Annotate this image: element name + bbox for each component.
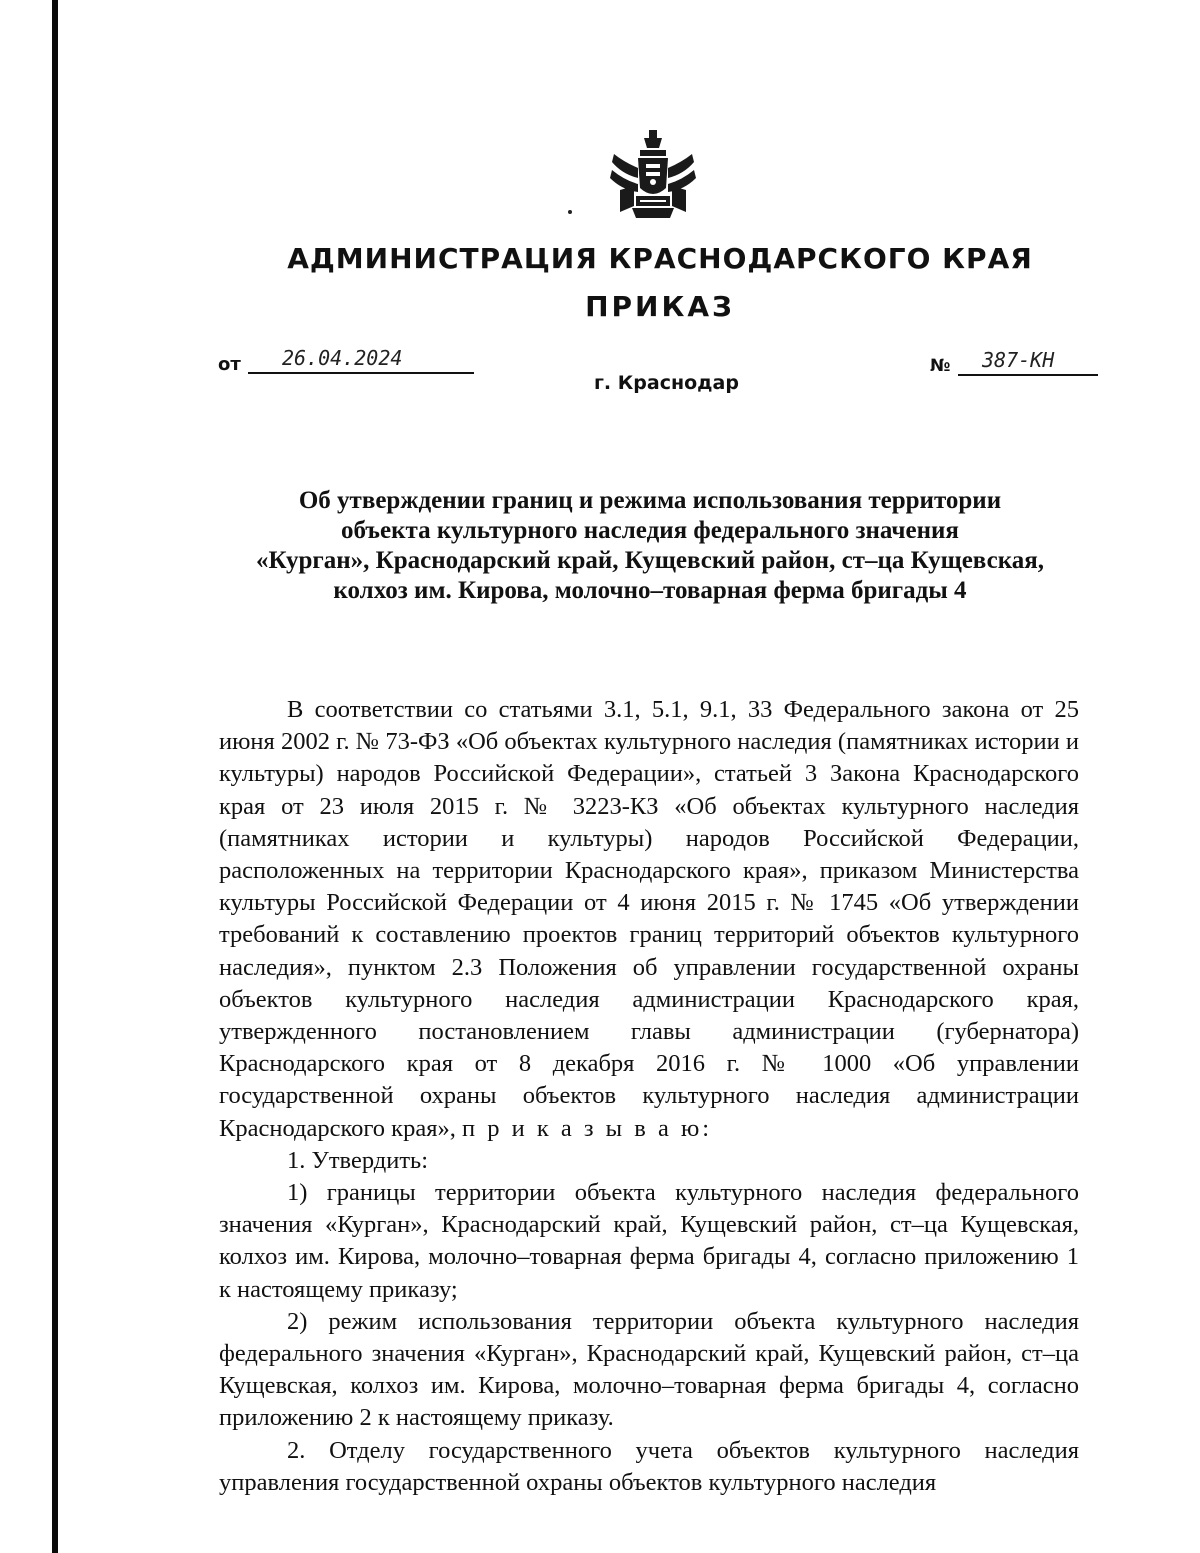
item-1-2: 2) режим использования территории объекта культурного наследия федерального значения «Курган», Краснодарский край, Кущевский район, ст–ца Кущевская, колхоз им. Кирова, молочно–товарная ферма бригады 4, согласно приложению 2 к настоящему приказу.: [219, 1307, 1079, 1432]
date-value: 26.04.2024: [282, 346, 403, 370]
title-line: колхоз им. Кирова, молочно–товарная ферма бригады 4: [333, 577, 967, 604]
document-type: ПРИКАЗ: [585, 290, 735, 323]
scan-border: [52, 0, 58, 1553]
scan-speck: [568, 210, 572, 214]
order-word: п р и к а з ы в а ю:: [461, 1114, 713, 1142]
item-2: 2. Отделу государственного учета объектов культурного наследия управления государственной охраны объектов культурного наследия: [219, 1436, 1079, 1496]
number-prefix: №: [930, 356, 951, 376]
item-1: 1. Утвердить:: [287, 1146, 429, 1174]
preamble-paragraph: [219, 694, 1079, 1145]
title-line: объекта культурного наследия федерального значения: [341, 517, 959, 544]
title-line: Об утверждении границ и режима использования территории: [298, 487, 1002, 514]
date-prefix: от: [218, 354, 241, 375]
document-body: [219, 694, 1079, 1499]
item-1-1: 1) границы территории объекта культурного наследия федерального значения «Курган», Краснодарский край, Кущевский район, ст–ца Кущевская, колхоз им. Кирова, молочно–товарная ферма бригады 4, согласно приложению 1 к настоящему приказу;: [219, 1179, 1079, 1303]
number-value: 387-КН: [982, 348, 1055, 372]
organization-name: АДМИНИСТРАЦИЯ КРАСНОДАРСКОГО КРАЯ: [287, 242, 1033, 275]
title-line: «Курган», Краснодарский край, Кущевский район, ст–ца Кущевская,: [255, 547, 1045, 574]
city: г. Краснодар: [594, 372, 739, 394]
coat-of-arms-icon: [610, 130, 696, 222]
document-title: [220, 486, 1080, 606]
preamble-text: В соответствии со статьями 3.1, 5.1, 9.1, 33 Федерального закона от 25 июня 2002 г. № 73-ФЗ «Об объектах культурного наследия (памятниках истории и культуры) народов Российской Федерации», статьей 3 Закона Краснодарского края от 23 июля 2015 г. № 3223-КЗ «Об объектах культурного наследия (памятниках истории и культуры) народов Российской Федерации, расположенных на территории Краснодарского края», приказом Министерства культуры Российской Федерации от 4 июня 2015 г. № 1745 «Об утверждении требований к составлению проектов границ территорий объектов культурного наследия», пунктом 2.3 Положения об управлении государственной охраны объектов культурного наследия администрации Краснодарского края, утвержденного постановлением главы администрации (губернатора) Краснодарского края от 8 декабря 2016 г. № 1000 «Об управлении государственной охраны объектов культурного наследия администрации Краснодарского края»,: [219, 696, 1079, 1142]
